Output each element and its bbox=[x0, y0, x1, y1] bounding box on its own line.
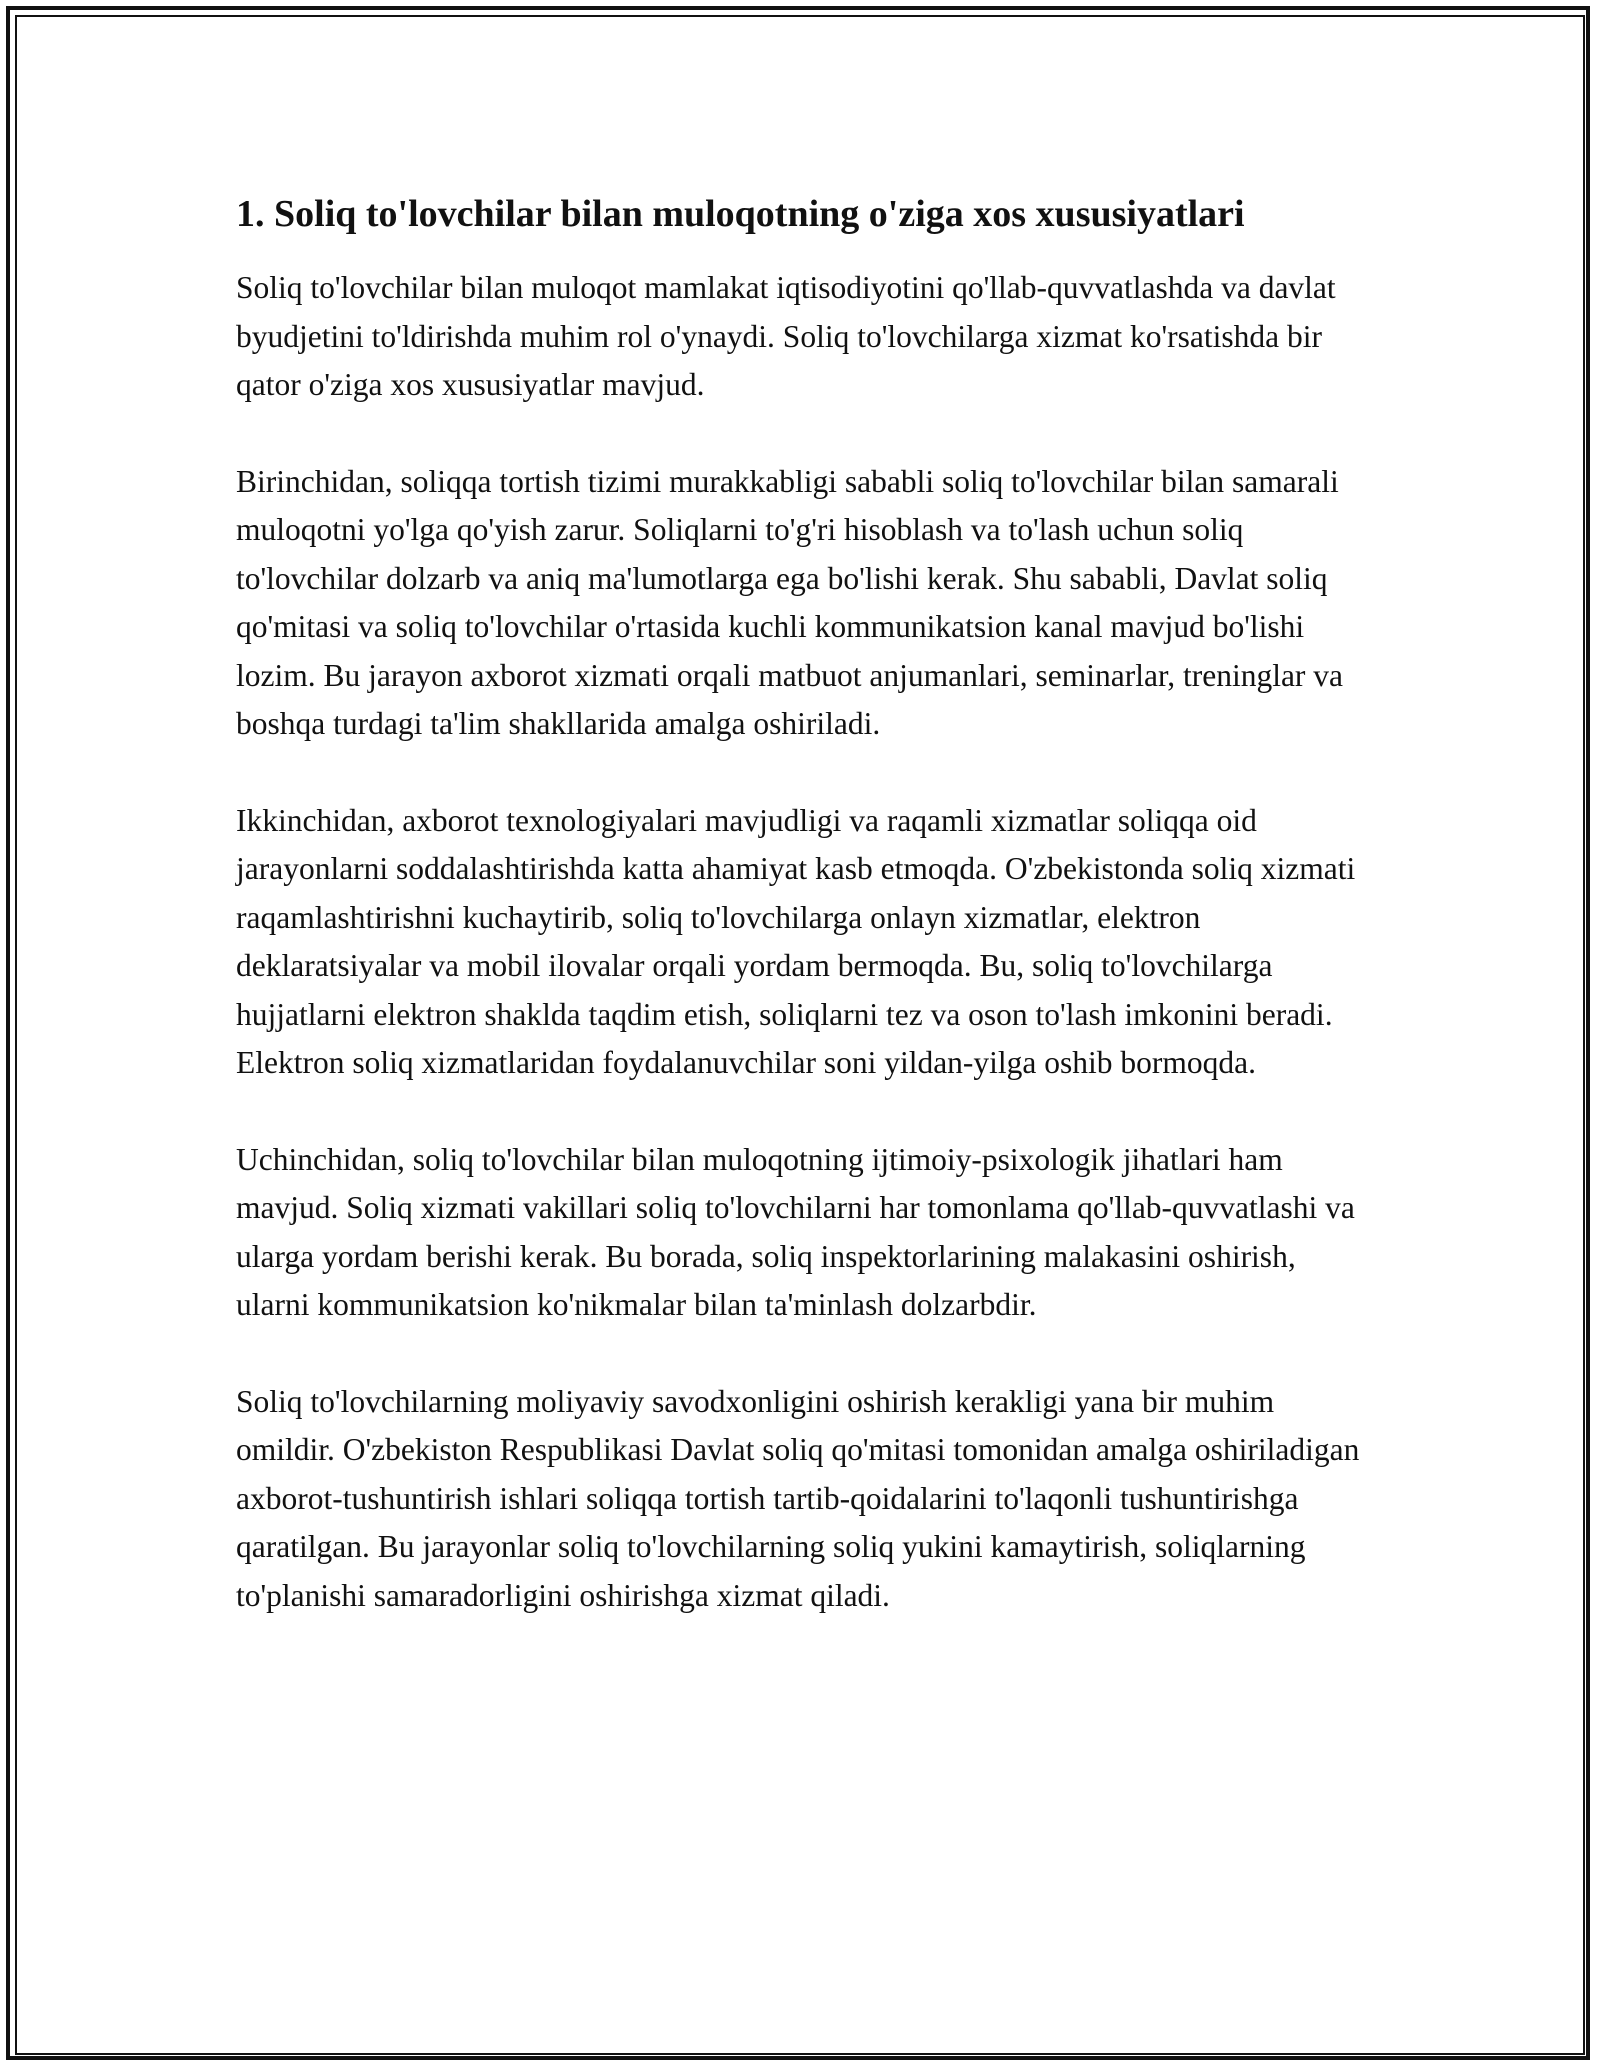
paragraph-financial-literacy: Soliq to'lovchilarning moliyaviy savodxonligini oshirish kerakligi yana bir muhim omildir. O'zbekiston Respublikasi Davlat soliq qo'mitasi tomonidan amalga oshiriladigan axborot-tushuntirish ishlari soliqqa tortish tartib-qoidalarini to'laqonli tushuntirishga qaratilgan. Bu jarayonlar soliq to'lovchilarning soliq yukini kamaytirish, soliqlarning to'planishi samaradorligini oshirishga xizmat qiladi. bbox=[236, 1383, 1360, 1613]
section-title: 1. Soliq to'lovchilar bilan muloqotning o'ziga xos xususiyatlari bbox=[236, 193, 1245, 235]
paragraph-second-point: Ikkinchidan, axborot texnologiyalari mavjudligi va raqamli xizmatlar soliqqa oid jarayonlarni soddalashtirishda katta ahamiyat kasb etmoqda. O'zbekistonda soliq xizmati raqamlashtirishni kuchaytirib, soliq to'lovchilarga onlayn xizmatlar, elektron deklaratsiyalar va mobil ilovalar orqali yordam bermoqda. Bu, soliq to'lovchilarga hujjatlarni elektron shaklda taqdim etish, soliqlarni tez va oson to'lash imkonini beradi. Elektron soliq xizmatlaridan foydalanuvchilar soni yildan-yilga oshib bormoqda. bbox=[236, 802, 1356, 1080]
paragraph-third-point: Uchinchidan, soliq to'lovchilar bilan muloqotning ijtimoiy-psixologik jihatlari ham mavjud. Soliq xizmati vakillari soliq to'lovchilarni har tomonlama qo'llab-quvvatlashi va ularga yordam berishi kerak. Bu borada, soliq inspektorlarining malakasini oshirish, ularni kommunikatsion ko'nikmalar bilan ta'minlash dolzarbdir. bbox=[236, 1141, 1355, 1322]
paragraph-intro: Soliq to'lovchilar bilan muloqot mamlakat iqtisodiyotini qo'llab-quvvatlashda va davlat byudjetini to'ldirishda muhim rol o'ynaydi. Soliq to'lovchilarga xizmat ko'rsatishda bir qator o'ziga xos xususiyatlar mavjud. bbox=[236, 270, 1336, 402]
paragraph-first-point: Birinchidan, soliqqa tortish tizimi murakkabligi sababli soliq to'lovchilar bilan samarali muloqotni yo'lga qo'yish zarur. Soliqlarni to'g'ri hisoblash va to'lash uchun soliq to'lovchilar dolzarb va aniq ma'lumotlarga ega bo'lishi kerak. Shu sababli, Davlat soliq qo'mitasi va soliq to'lovchilar o'rtasida kuchli kommunikatsion kanal mavjud bo'lishi lozim. Bu jarayon axborot xizmati orqali matbuot anjumanlari, seminarlar, treninglar va boshqa turdagi ta'lim shakllarida amalga oshiriladi. bbox=[236, 463, 1344, 741]
document-body bbox=[236, 190, 1366, 1620]
